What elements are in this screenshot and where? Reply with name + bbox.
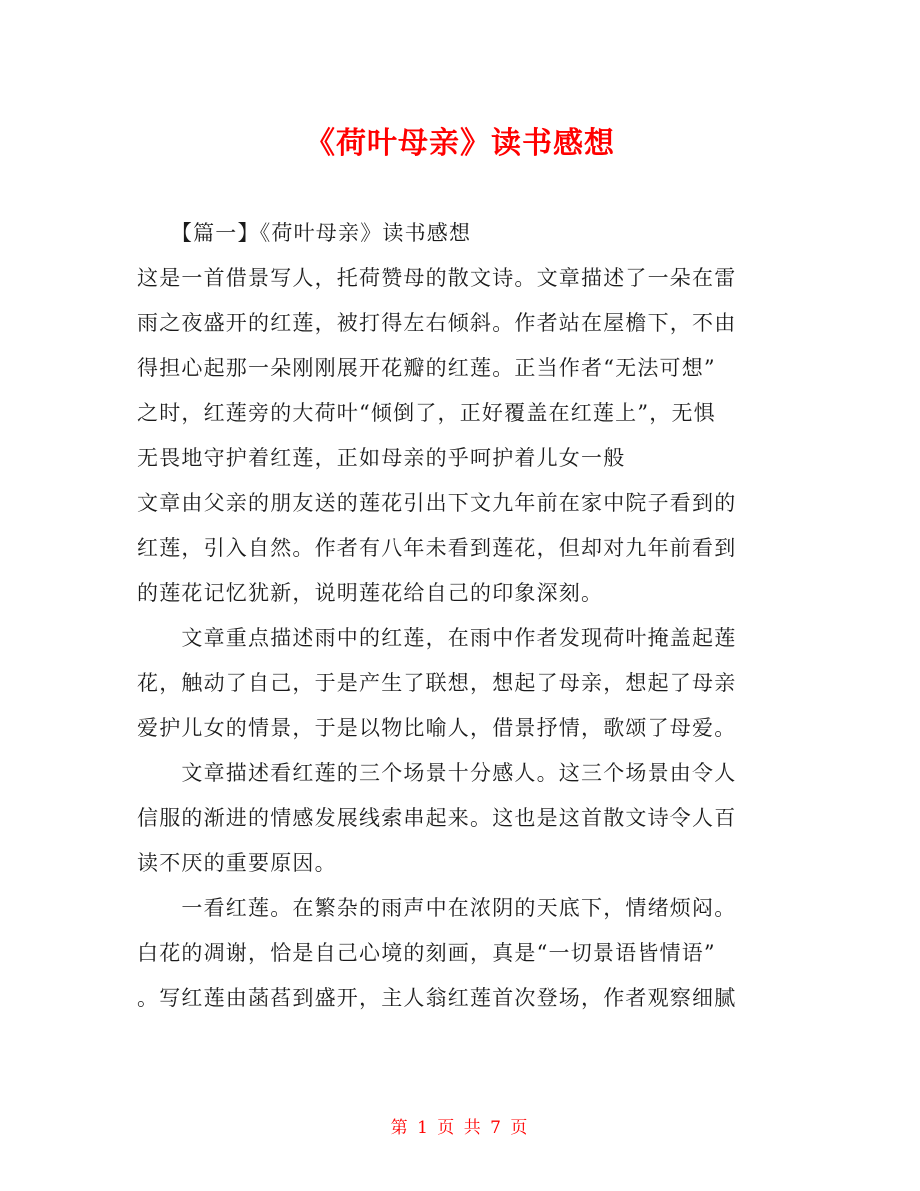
text-line: 文章描述看红莲的三个场景十分感人。这三个场景由令人 <box>137 761 737 785</box>
text-line: 得担心起那一朵刚刚展开花瓣的红莲。正当作者“无法可想” <box>137 356 716 380</box>
text-line: 之时，红莲旁的大荷叶“倾倒了，正好覆盖在红莲上”，无惧 <box>137 401 716 425</box>
text-line: 的莲花记忆犹新，说明莲花给自己的印象深刻。 <box>137 581 604 605</box>
text-line: 这是一首借景写人，托荷赞母的散文诗。文章描述了一朵在雷 <box>137 266 737 290</box>
page-footer: 第 1 页 共 7 页 <box>390 1118 530 1138</box>
text-line: 文章由父亲的朋友送的莲花引出下文九年前在家中院子看到的 <box>137 491 737 515</box>
text-line: 【篇一】《荷叶母亲》读书感想 <box>137 221 472 245</box>
text-line: 花，触动了自己，于是产生了联想，想起了母亲，想起了母亲 <box>137 671 737 695</box>
text-line: 无畏地守护着红莲，正如母亲的乎呵护着儿女一般 <box>137 446 626 470</box>
document-title: 《荷叶母亲》读书感想 <box>305 126 615 161</box>
text-line: 信服的渐进的情感发展线索串起来。这也是这首散文诗令人百 <box>137 806 737 830</box>
text-line: 读不厌的重要原因。 <box>137 851 337 875</box>
text-line: 红莲，引入自然。作者有八年未看到莲花，但却对九年前看到 <box>137 536 737 560</box>
text-line: 文章重点描述雨中的红莲，在雨中作者发现荷叶掩盖起莲 <box>137 626 737 650</box>
text-line: 白花的凋谢，恰是自己心境的刻画，真是“一切景语皆情语” <box>137 941 716 965</box>
text-line: 。写红莲由菡萏到盛开，主人翁红莲首次登场，作者观察细腻 <box>137 986 737 1010</box>
text-line: 雨之夜盛开的红莲，被打得左右倾斜。作者站在屋檐下，不由 <box>137 311 737 335</box>
document-body <box>137 216 787 1026</box>
text-line: 一看红莲。在繁杂的雨声中在浓阴的天底下，情绪烦闷。 <box>137 896 737 920</box>
text-line: 爱护儿女的情景，于是以物比喻人，借景抒情，歌颂了母爱。 <box>137 716 737 740</box>
